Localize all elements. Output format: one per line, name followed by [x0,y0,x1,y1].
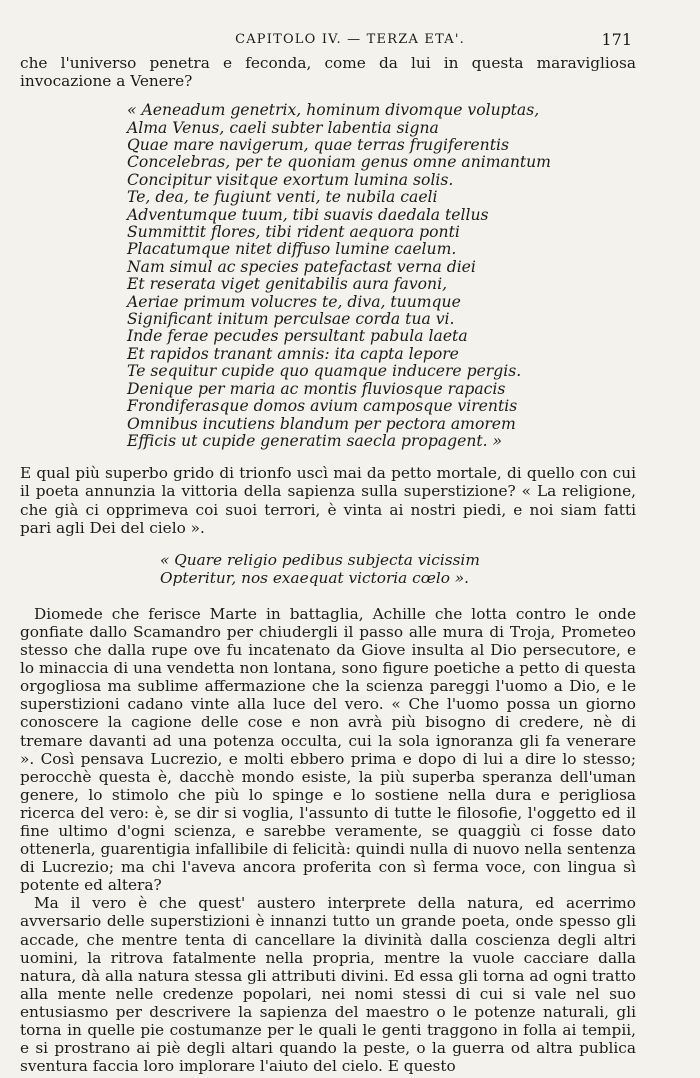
poem-line: Significant initum perculsae corda tua vi. [127,310,455,329]
lucretius-poem [127,102,636,450]
poem-line: Summittit flores, tibi rident aequora ponti [127,223,460,242]
poem-line: Concipitur visitque exortum lumina solis. [127,170,454,189]
poem-line: Concelebras, per te quoniam genus omne animantum [127,153,551,172]
poem-line: Et reserata viget genitabilis aura favoni, [127,275,448,294]
poem-line: Te sequitur cupide quo quamque inducere pergis. [127,362,522,381]
poem-line: Adventumque tuum, tibi suavis daedala tellus [127,205,489,224]
diomede-paragraph: Diomede che ferisce Marte in battaglia, Achille che lotta contro le onde gonfiate dallo Scamandro per chiudergli il passo alle mura di Troja, Prometeo stesso che dalla rupe ove fu incatenato da Giove insulta al Dio persecutore, e lo minaccia di una vendetta non lontana, sono figure poetiche a petto di questa orgogliosa ma sublime affermazione che la scienza pareggi l'uomo a Dio, e le superstizioni cadano vinte alla luce del vero. « Che l'uomo possa un giorno conoscere la cagione delle cose e non avrà più bisogno di credere, nè di tremare davanti ad una potenza occulta, cui la sola ignoranza gli fa venerare ». Così pensava Lucrezio, e molti ebbero prima e dopo di lui a dire lo stesso; perocchè questa è, dacchè mondo esiste, la più superba speranza dell'uman genere, lo stimolo che più lo spinge e lo sostiene nella dura e perigliosa ricerca del vero: è, se dir si voglia, l'assunto di tutte le filosofie, l'oggetto ed il fine ultimo d'ogni scienza, e sarebbe veramente, se quaggiù ci fosse dato ottenerla, guarentigia infallibile di felicità: quindi nulla di nuovo nella sentenza di Lucrezio; ma chi l'aveva ancora proferita con sì ferma voce, con lingua sì potente ed altera? [20,604,636,895]
body-text [20,54,636,1075]
running-head: CAPITOLO IV. — TERZA ETA'. [235,32,465,47]
poem-line: Frondiferasque domos avium camposque virentis [127,397,518,416]
quote-line: Opteritur, nos exaequat victoria cœlo ». [160,568,470,587]
intro-paragraph: che l'universo penetra e feconda, come da lui in questa maravigliosa invocazione a Venere? [20,54,636,91]
poem-line: « Aeneadum genetrix, hominum divomque voluptas, [127,101,540,120]
poem-line: Omnibus incutiens blandum per pectora amorem [127,414,516,433]
page-number: 171 [601,30,632,49]
page-header [0,30,700,52]
poem-line: Alma Venus, caeli subter labentia signa [127,118,439,137]
poem-line: Inde ferae pecudes persultant pabula laeta [127,327,468,346]
poem-line: Efficis ut cupide generatim saecla propagent. » [127,431,503,450]
quote-line: « Quare religio pedibus subjecta vicissim [160,550,480,569]
religio-quote [160,551,636,587]
poem-line: Et rapidos tranant amnis: ita capta lepore [127,344,459,363]
poem-line: Quae mare navigerum, quae terras frugiferentis [127,136,509,154]
poem-line: Aeriae primum volucres te, diva, tuumque [127,292,461,311]
poem-line: Denique per maria ac montis fluviosque rapacis [127,379,506,398]
poem-line: Te, dea, te fugiunt venti, te nubila caeli [127,188,438,207]
poem-line: Placatumque nitet diffuso lumine caelum. [127,240,457,259]
poem-line: Nam simul ac species patefactast verna diei [127,257,476,276]
austero-paragraph: Ma il vero è che quest' austero interprete della natura, ed acerrimo avversario delle superstizioni è innanzi tutto un grande poeta, onde spesso gli accade, che mentre tenta di cancellare la divinità dalla coscienza degli altri uomini, la ritrova fatalmente nella propria, mentre la vuole cacciare dalla natura, dà alla natura stessa gli attributi divini. Ed essa gli torna ad ogni tratto alla mente nelle credenze popolari, nei nomi stessi di cui si vale nel suo entusiasmo per descrivere la sapienza del maestro o le potenze naturali, gli torna in quelle pie costumanze per le quali le genti traggono in folla ai tempii, e si prostrano ai piè degli altari quando la peste, o la guerra od altra publica sventura faccia loro implorare l'aiuto del cielo. E questo [20,894,636,1076]
triumph-paragraph: E qual più superbo grido di trionfo uscì mai da petto mortale, di quello con cui il poeta annunzia la vittoria della sapienza sulla superstizione? « La religione, che già ci opprimeva coi suoi terrori, è vinta ai nostri piedi, e noi siam fatti pari agli Dei del cielo ». [20,464,636,537]
